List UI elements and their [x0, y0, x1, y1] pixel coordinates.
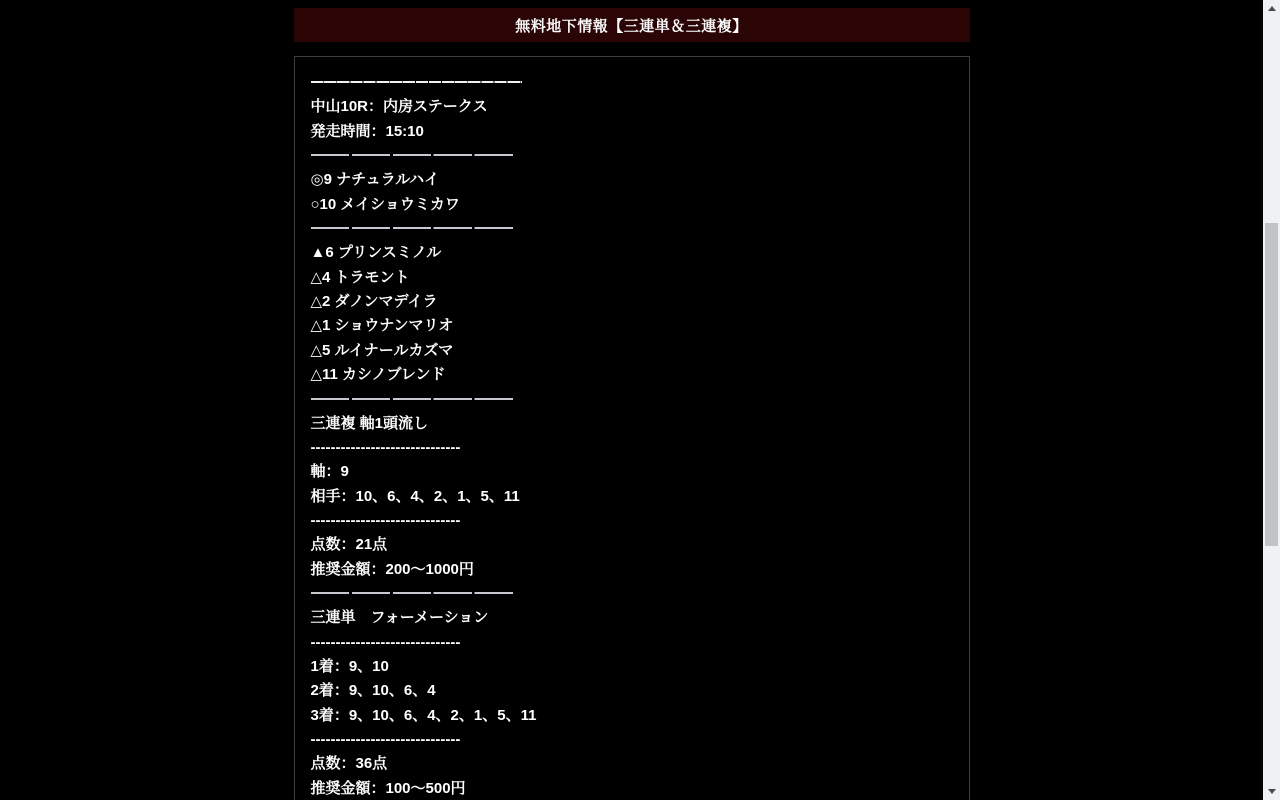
- tip-line: 三連複 軸1頭流し: [310, 414, 429, 432]
- tip-line: 点数：36点: [310, 755, 388, 773]
- tips-box: [294, 56, 970, 800]
- scroll-up-icon: [1268, 6, 1276, 11]
- scroll-down-button[interactable]: [1263, 783, 1280, 800]
- tip-divider-segmented: [311, 387, 953, 411]
- tip-line: ◎9 ナチュラルハイ: [310, 171, 440, 189]
- tip-line: 点数：21点: [310, 536, 388, 554]
- tip-line: 発走時間：15:10: [310, 122, 424, 140]
- tip-line: ------------------------------: [310, 511, 461, 529]
- tip-line: ------------------------------: [310, 730, 461, 748]
- scroll-down-icon: [1268, 789, 1276, 794]
- tip-line: 軸：9: [310, 463, 349, 481]
- page-title: 無料地下情報【三連単＆三連複】: [515, 17, 748, 35]
- tip-line: 推奨金額：100〜500円: [310, 779, 466, 797]
- tip-line: ○10 メイショウミカワ: [310, 195, 460, 213]
- tip-line: ------------------------------: [310, 633, 461, 651]
- tip-divider-solid: [311, 71, 953, 95]
- tip-line: ------------------------------: [310, 438, 461, 456]
- tip-line: 3着：9、10、6、4、2、1、5、11: [310, 706, 537, 724]
- tip-line: △1 ショウナンマリオ: [310, 317, 454, 335]
- scrollbar-thumb[interactable]: [1265, 223, 1278, 546]
- tip-divider-segmented: [311, 582, 953, 606]
- tip-line: 中山10R：内房ステークス: [310, 98, 488, 116]
- tip-divider-segmented: [311, 217, 953, 241]
- tip-line: △11 カシノブレンド: [310, 365, 446, 383]
- header-banner: [294, 8, 970, 42]
- tip-line: 2着：9、10、6、4: [310, 682, 436, 700]
- tip-line: 推奨金額：200〜1000円: [310, 560, 474, 578]
- tip-divider-segmented: [311, 144, 953, 168]
- tip-line: △4 トラモント: [310, 268, 410, 286]
- scroll-up-button[interactable]: [1263, 0, 1280, 17]
- tip-line: 相手：10、6、4、2、1、5、11: [310, 487, 520, 505]
- tip-line: 三連単 フォーメーション: [310, 609, 489, 627]
- tip-line: △2 ダノンマデイラ: [310, 292, 438, 310]
- tip-line: 1着：9、10: [310, 657, 389, 675]
- scrollbar-track[interactable]: [1263, 0, 1280, 800]
- tip-line: ▲6 プリンスミノル: [310, 244, 442, 262]
- tips-lines: [311, 71, 953, 800]
- tip-line: △5 ルイナールカズマ: [310, 341, 454, 359]
